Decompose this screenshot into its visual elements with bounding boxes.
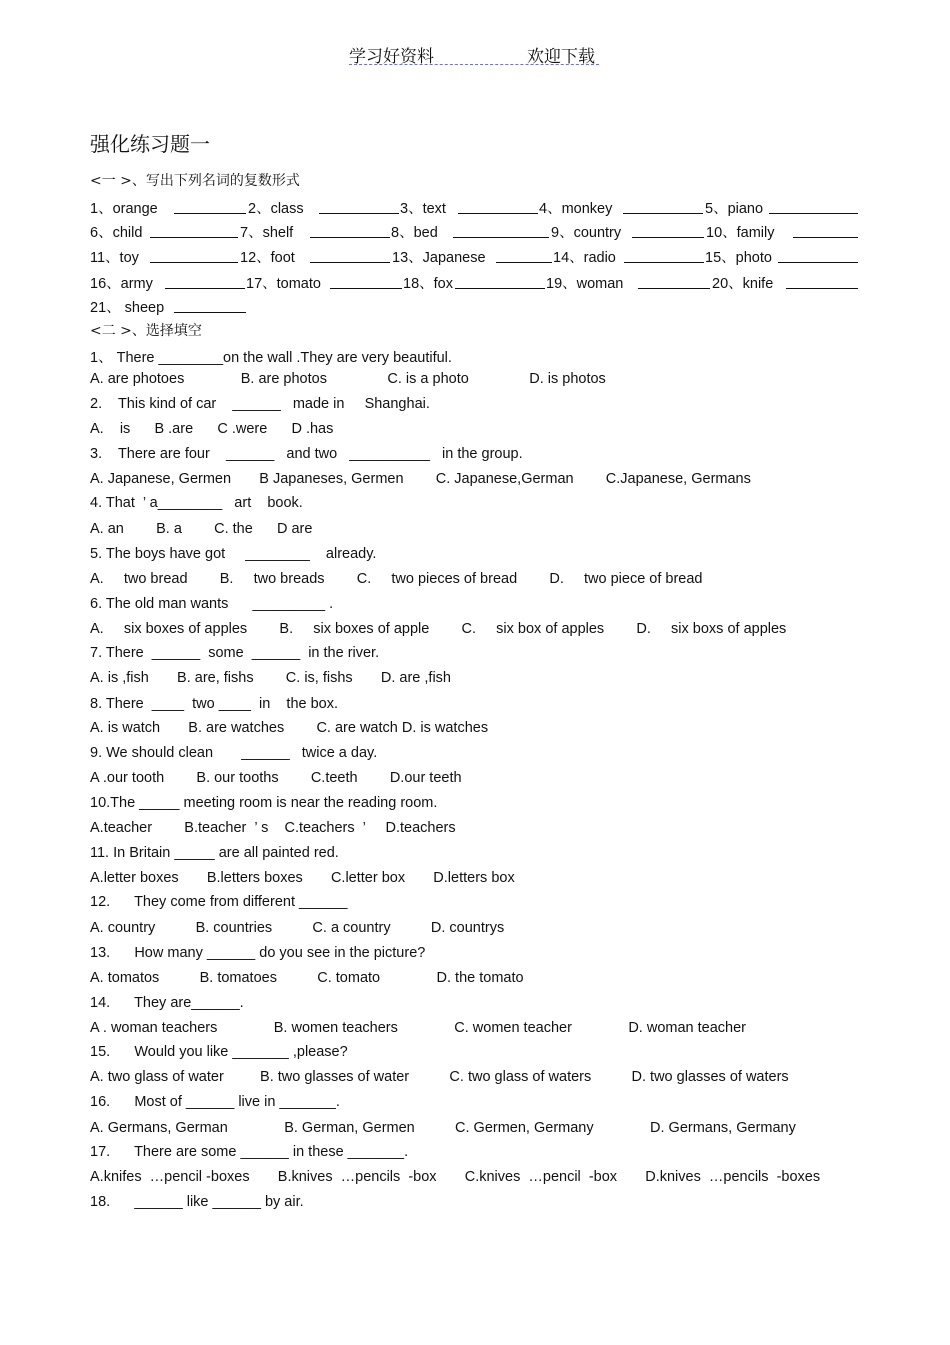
options-16: A. Germans, German B. German, Germen C. Germen, Germany D. Germans, Germany bbox=[90, 1120, 796, 1136]
question-1: 1、 There ________on the wall .They are very beautiful. bbox=[90, 350, 452, 366]
answer-blank[interactable] bbox=[458, 213, 538, 214]
question-2: 2. This kind of car ______ made in Shanghai. bbox=[90, 396, 430, 412]
answer-blank[interactable] bbox=[496, 262, 552, 263]
answer-blank[interactable] bbox=[310, 262, 390, 263]
question-6: 6. The old man wants _________ . bbox=[90, 596, 334, 612]
question-9: 9. We should clean ______ twice a day. bbox=[90, 745, 378, 761]
plural-item: 5、piano bbox=[705, 201, 764, 217]
plural-item: 13、Japanese bbox=[392, 250, 486, 266]
answer-blank[interactable] bbox=[150, 237, 238, 238]
plural-item: 14、radio bbox=[553, 250, 616, 266]
page-header bbox=[349, 42, 599, 65]
question-15: 15. Would you like _______ ,please? bbox=[90, 1044, 348, 1060]
plural-item: 7、shelf bbox=[240, 225, 294, 241]
options-11: A.letter boxes B.letters boxes C.letter box D.letters box bbox=[90, 870, 515, 886]
answer-blank[interactable] bbox=[150, 262, 238, 263]
plural-row-1 bbox=[90, 197, 870, 217]
answer-blank[interactable] bbox=[174, 312, 246, 313]
options-13: A. tomatos B. tomatoes C. tomato D. the tomato bbox=[90, 970, 524, 986]
answer-blank[interactable] bbox=[455, 288, 545, 289]
answer-blank[interactable] bbox=[632, 237, 704, 238]
plural-item: 8、bed bbox=[391, 225, 438, 241]
question-10: 10.The _____ meeting room is near the reading room. bbox=[90, 795, 438, 811]
options-15: A. two glass of water B. two glasses of water C. two glass of waters D. two glasses of waters bbox=[90, 1069, 789, 1085]
plural-row-5 bbox=[90, 296, 870, 316]
question-14: 14. They are______. bbox=[90, 995, 244, 1011]
options-7: A. is ,fish B. are, fishs C. is, fishs D. are ,fish bbox=[90, 670, 451, 686]
options-9: A .our tooth B. our tooths C.teeth D.our teeth bbox=[90, 770, 462, 786]
answer-blank[interactable] bbox=[793, 237, 858, 238]
answer-blank[interactable] bbox=[786, 288, 858, 289]
plural-item: 17、tomato bbox=[246, 276, 321, 292]
options-10: A.teacher B.teacher ’ s C.teachers ’ D.teachers bbox=[90, 820, 456, 836]
plural-item: 2、class bbox=[248, 201, 304, 217]
options-17: A.knifes …pencil -boxes B.knives …pencils -box C.knives …pencil -box D.knives …pencils -boxes bbox=[90, 1169, 821, 1185]
plural-item: 3、text bbox=[400, 201, 446, 217]
plural-item: 12、foot bbox=[240, 250, 295, 266]
plural-item: 21、 sheep bbox=[90, 300, 165, 316]
answer-blank[interactable] bbox=[330, 288, 402, 289]
answer-blank[interactable] bbox=[638, 288, 710, 289]
options-6: A. six boxes of apples B. six boxes of apple C. six box of apples D. six boxs of apples bbox=[90, 621, 787, 637]
plural-row-3 bbox=[90, 246, 870, 266]
question-18: 18. ______ like ______ by air. bbox=[90, 1194, 304, 1210]
answer-blank[interactable] bbox=[623, 213, 703, 214]
answer-blank[interactable] bbox=[769, 213, 858, 214]
question-13: 13. How many ______ do you see in the picture? bbox=[90, 945, 426, 961]
question-8: 8. There ____ two ____ in the box. bbox=[90, 696, 339, 712]
answer-blank[interactable] bbox=[165, 288, 245, 289]
question-3: 3. There are four ______ and two __________ in the group. bbox=[90, 446, 523, 462]
plural-item: 6、child bbox=[90, 225, 143, 241]
options-14: A . woman teachers B. women teachers C. women teacher D. woman teacher bbox=[90, 1020, 746, 1036]
question-7: 7. There ______ some ______ in the river. bbox=[90, 645, 380, 661]
options-8: A. is watch B. are watches C. are watch D. is watches bbox=[90, 720, 489, 736]
plural-item: 16、army bbox=[90, 276, 153, 292]
answer-blank[interactable] bbox=[174, 213, 246, 214]
answer-blank[interactable] bbox=[319, 213, 399, 214]
plural-item: 9、country bbox=[551, 225, 622, 241]
answer-blank[interactable] bbox=[310, 237, 390, 238]
header-left-text: 学习好资料 bbox=[349, 47, 434, 67]
question-16: 16. Most of ______ live in _______. bbox=[90, 1094, 340, 1110]
options-5: A. two bread B. two breads C. two pieces of bread D. two piece of bread bbox=[90, 571, 703, 587]
plural-item: 1、orange bbox=[90, 201, 158, 217]
question-4: 4. That ’ a________ art book. bbox=[90, 495, 303, 511]
question-11: 11. In Britain _____ are all painted red. bbox=[90, 845, 339, 861]
plural-item: 11、toy bbox=[90, 250, 139, 266]
plural-item: 20、knife bbox=[712, 276, 774, 292]
plural-item: 4、monkey bbox=[539, 201, 613, 217]
plural-item: 10、family bbox=[706, 225, 775, 241]
question-17: 17. There are some ______ in these _______. bbox=[90, 1144, 409, 1160]
plural-item: 18、fox bbox=[403, 276, 453, 292]
answer-blank[interactable] bbox=[778, 262, 858, 263]
section1-heading: <一 >、写出下列名词的复数形式 bbox=[90, 173, 300, 189]
options-1: A. are photoes B. are photos C. is a photo D. is photos bbox=[90, 371, 606, 387]
plural-item: 19、woman bbox=[546, 276, 624, 292]
answer-blank[interactable] bbox=[453, 237, 549, 238]
question-12: 12. They come from different ______ bbox=[90, 894, 348, 910]
question-5: 5. The boys have got ________ already. bbox=[90, 546, 377, 562]
plural-item: 15、photo bbox=[705, 250, 772, 266]
plural-row-2 bbox=[90, 221, 870, 241]
answer-blank[interactable] bbox=[624, 262, 704, 263]
options-2: A. is B .are C .were D .has bbox=[90, 421, 334, 437]
options-3: A. Japanese, Germen B Japaneses, Germen C. Japanese,German C.Japanese, Germans bbox=[90, 471, 751, 487]
plural-row-4 bbox=[90, 272, 870, 292]
page-title: 强化练习题一 bbox=[90, 132, 210, 156]
section2-heading: <二 >、选择填空 bbox=[90, 323, 202, 339]
header-right-text: 欢迎下载 bbox=[527, 47, 595, 67]
options-12: A. country B. countries C. a country D. countrys bbox=[90, 920, 505, 936]
options-4: A. an B. a C. the D are bbox=[90, 521, 313, 537]
